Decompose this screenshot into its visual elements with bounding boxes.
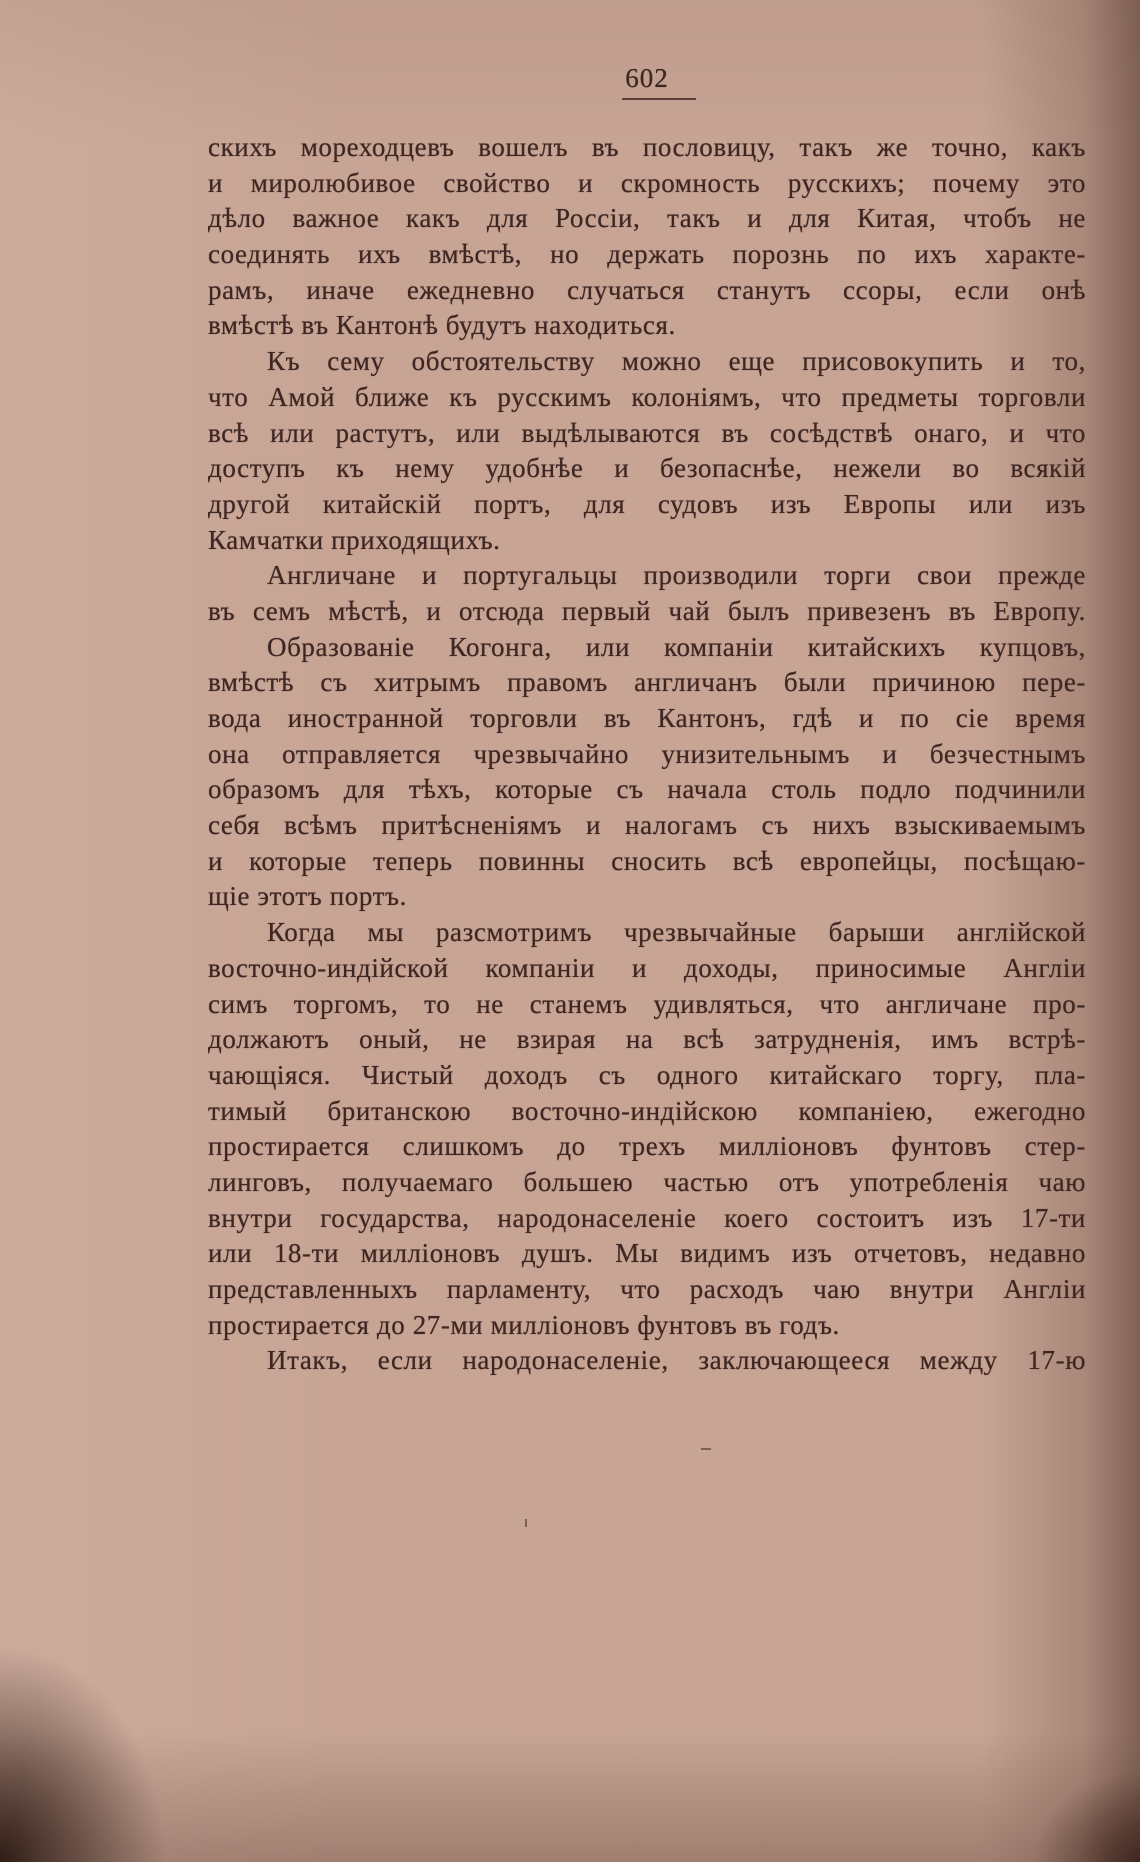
paragraph (208, 915, 1086, 1343)
text-line: рамъ, иначе ежедневно случаться станутъ ссоры, если онѣ (208, 274, 1086, 305)
text-line: вмѣстѣ съ хитрымъ правомъ англичанъ были причиною пере- (208, 667, 1086, 698)
page-number-rule (622, 98, 696, 100)
text-line: себя всѣмъ притѣсненіямъ и налогамъ съ нихъ взыскиваемымъ (208, 810, 1086, 841)
paragraph (208, 630, 1086, 916)
text-line: Къ сему обстоятельству можно еще присовокупить и то, (267, 346, 1086, 377)
text-line: дѣло важное какъ для Россіи, такъ и для Китая, чтобъ не (208, 203, 1086, 234)
text-line: Образованіе Когонга, или компаніи китайскихъ купцовъ, (267, 631, 1086, 662)
text-line: восточно-индійской компаніи и доходы, приносимые Англіи (208, 952, 1086, 983)
body-text (208, 130, 1086, 1379)
text-line: доступъ къ нему удобнѣе и безопаснѣе, нежели во всякій (208, 453, 1086, 484)
paragraph (208, 130, 1086, 344)
text-line: вода иностранной торговли въ Кантонъ, гдѣ и по сіе время (208, 703, 1086, 733)
text-line: образомъ для тѣхъ, которые съ начала столь подло подчинили (208, 774, 1086, 805)
text-line: симъ торгомъ, то не станемъ удивляться, что англичане про- (208, 988, 1086, 1019)
text-line: тимый британскою восточно-индійскою компаніею, ежегодно (208, 1095, 1086, 1126)
paragraph (208, 1343, 1086, 1379)
text-line: всѣ или растутъ, или выдѣлываются въ сосѣдствѣ онаго, и что (208, 417, 1086, 448)
text-line: линговъ, получаемаго большею частью отъ употребленія чаю (208, 1166, 1086, 1197)
text-line: вмѣстѣ въ Кантонѣ будутъ находиться. (208, 310, 676, 341)
text-line: Камчатки приходящихъ. (208, 524, 501, 555)
text-line: и которые теперь повинны сносить всѣ европейцы, посѣщаю- (208, 845, 1086, 876)
text-line: что Амой ближе къ русскимъ колоніямъ, что предметы торговли (208, 381, 1086, 412)
text-line: она отправляется чрезвычайно унизительнымъ и безчестнымъ (208, 738, 1086, 769)
text-line: должаютъ оный, не взирая на всѣ затрудненія, имъ встрѣ- (208, 1024, 1086, 1055)
text-line: Итакъ, если народонаселеніе, заключающееся между 17-ю (267, 1345, 1086, 1376)
text-line: и миролюбивое свойство и скромность русскихъ; почему это (208, 167, 1086, 198)
text-line: въ семъ мѣстѣ, и отсюда первый чай былъ привезенъ въ Европу. (208, 595, 1086, 626)
text-line: скихъ мореходцевъ вошелъ въ пословицу, такъ же точно, какъ (208, 132, 1086, 162)
text-line: Когда мы разсмотримъ чрезвычайные барыши англійской (267, 917, 1086, 948)
text-line: щіе этотъ портъ. (208, 881, 407, 912)
paragraph (208, 558, 1086, 629)
text-line: представленныхъ парламенту, что расходъ чаю внутри Англіи (208, 1274, 1086, 1304)
text-line: или 18-ти милліоновъ душъ. Мы видимъ изъ отчетовъ, недавно (208, 1238, 1086, 1269)
text-line: соединять ихъ вмѣстѣ, но держать порознь по ихъ характе- (208, 239, 1086, 270)
scan-mark (701, 1448, 711, 1450)
text-line: чающіяся. Чистый доходъ съ одного китайскаго торгу, пла- (208, 1059, 1086, 1090)
text-line: другой китайскій портъ, для судовъ изъ Европы или изъ (208, 488, 1086, 519)
text-line: простирается до 27-ми милліоновъ фунтовъ въ годъ. (208, 1309, 840, 1340)
paragraph (208, 344, 1086, 558)
page-number: 602 (625, 63, 669, 93)
text-line: Англичане и португальцы производили торги свои прежде (267, 560, 1086, 591)
scan-mark (525, 1519, 527, 1527)
text-line: внутри государства, народонаселеніе коего состоитъ изъ 17-ти (208, 1202, 1086, 1233)
text-line: простирается слишкомъ до трехъ милліоновъ фунтовъ стер- (208, 1131, 1086, 1162)
